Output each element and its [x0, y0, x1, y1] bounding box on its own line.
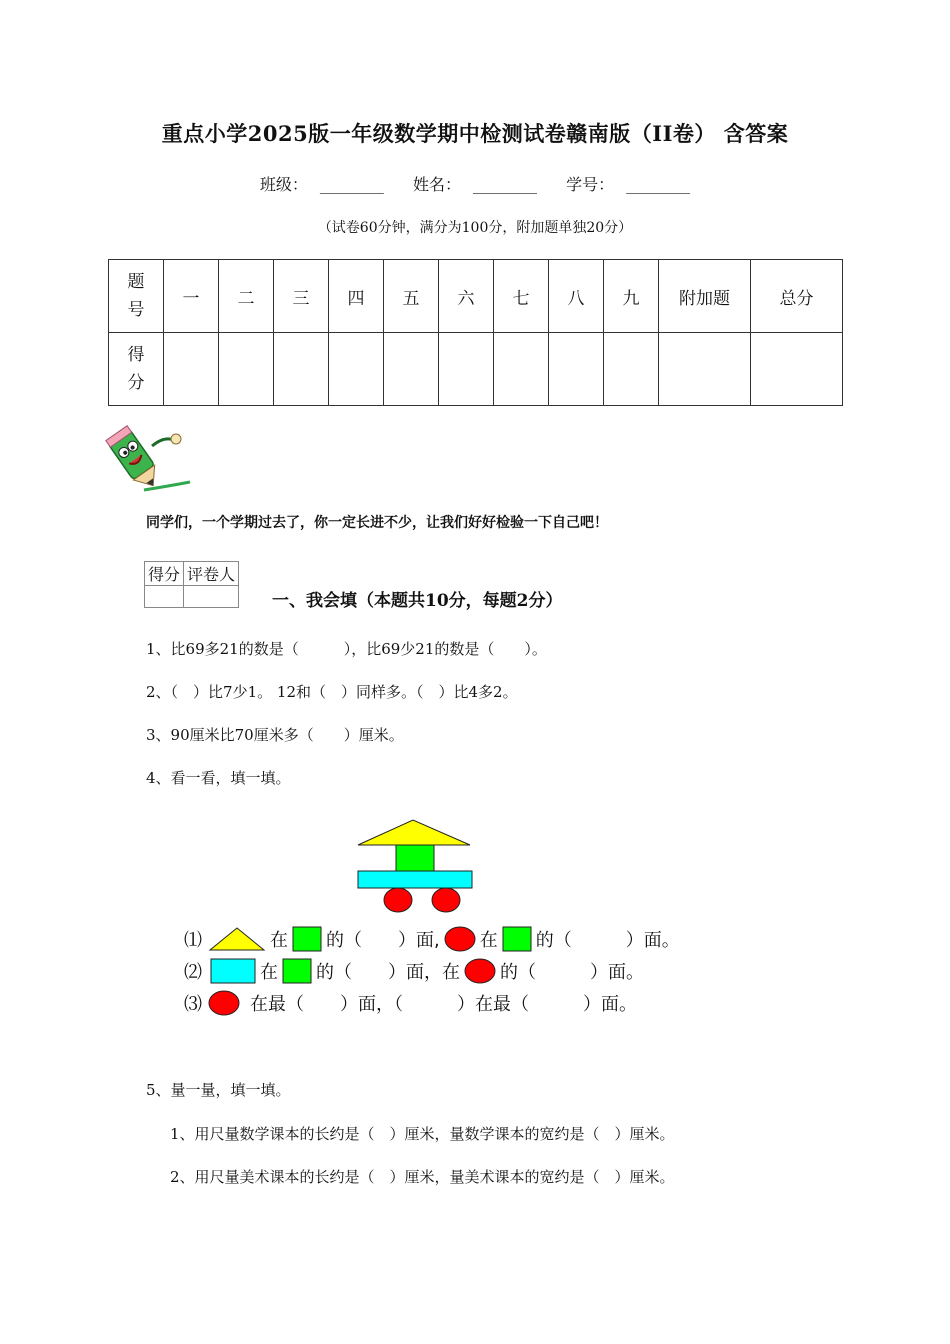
page-title: 重点小学2025版一年级数学期中检测试卷赣南版（II卷） 含答案: [161, 121, 789, 146]
grader-score-cell[interactable]: [145, 586, 184, 608]
row-header-question: 题 号: [109, 260, 164, 333]
square-icon: [502, 926, 532, 952]
score-cell[interactable]: [329, 333, 384, 406]
red-circle-right: [432, 888, 460, 912]
question-5: 5、量一量，填一填。: [146, 1081, 291, 1099]
score-cell[interactable]: [751, 333, 843, 406]
pencil-mascot-icon: [104, 420, 196, 496]
grader-table: [144, 561, 239, 608]
column-header: 二: [219, 260, 274, 333]
column-header: 五: [384, 260, 439, 333]
score-cell[interactable]: [604, 333, 659, 406]
question-5-1: 1、用尺量数学课本的长约是（ ）厘米，量数学课本的宽约是（ ）厘米。: [170, 1125, 675, 1143]
green-square: [396, 845, 434, 871]
student-info: [0, 172, 950, 195]
score-cell[interactable]: [549, 333, 604, 406]
name-field[interactable]: 姓名： ________: [412, 175, 537, 194]
cyan-rectangle: [358, 871, 472, 888]
score-cell[interactable]: [494, 333, 549, 406]
yellow-triangle: [358, 820, 470, 845]
column-header: 一: [164, 260, 219, 333]
circle-icon: [464, 958, 496, 984]
section-heading: 一、我会填（本题共10分，每题2分）: [272, 591, 563, 611]
triangle-icon: [208, 926, 266, 952]
table-row: [109, 260, 843, 333]
column-header: 九: [604, 260, 659, 333]
square-icon: [282, 958, 312, 984]
exam-note: （试卷60分钟，满分为100分，附加题单独20分）: [317, 220, 633, 236]
class-field[interactable]: 班级： ________: [259, 175, 384, 194]
column-header: 三: [274, 260, 329, 333]
grader-reviewer-cell[interactable]: [184, 586, 239, 608]
score-cell[interactable]: [659, 333, 751, 406]
figure-line-3: ⑶ 在最（ ）面，（ ）在最（ ）面。: [184, 990, 637, 1016]
red-circle-left: [384, 888, 412, 912]
grader-reviewer-label: 评卷人: [184, 562, 239, 586]
square-icon: [292, 926, 322, 952]
greeting-text: 同学们，一个学期过去了，你一定长进不少，让我们好好检验一下自己吧！: [146, 515, 608, 531]
row-header-score: 得 分: [109, 333, 164, 406]
rectangle-icon: [210, 958, 256, 984]
column-header: 附加题: [659, 260, 751, 333]
table-row: [109, 333, 843, 406]
figure-line-1: ⑴ 在 的（ ）面, 在 的（ ）面。: [184, 926, 680, 952]
score-cell[interactable]: [219, 333, 274, 406]
score-cell[interactable]: [384, 333, 439, 406]
question-1: 1、比69多21的数是（ ），比69少21的数是（ ）。: [146, 640, 547, 658]
score-cell[interactable]: [164, 333, 219, 406]
question-2: 2、（ ）比7少1。 12和（ ）同样多。（ ）比4多2。: [146, 683, 518, 701]
column-header: 四: [329, 260, 384, 333]
id-field[interactable]: 学号： ________: [566, 175, 691, 194]
column-header: 六: [439, 260, 494, 333]
circle-icon: [208, 990, 240, 1016]
column-header: 七: [494, 260, 549, 333]
question-3: 3、90厘米比70厘米多（ ）厘米。: [146, 726, 404, 744]
column-header: 八: [549, 260, 604, 333]
question-5-2: 2、用尺量美术课本的长约是（ ）厘米，量美术课本的宽约是（ ）厘米。: [170, 1168, 675, 1186]
question-4: 4、看一看，填一填。: [146, 769, 291, 787]
score-table: [108, 259, 843, 406]
score-cell[interactable]: [439, 333, 494, 406]
score-cell[interactable]: [274, 333, 329, 406]
shapes-figure: [350, 815, 480, 915]
grader-score-label: 得分: [145, 562, 184, 586]
figure-line-2: ⑵ 在 的（ ）面，在 的（ ）面。: [184, 958, 644, 984]
circle-icon: [444, 926, 476, 952]
column-header: 总分: [751, 260, 843, 333]
